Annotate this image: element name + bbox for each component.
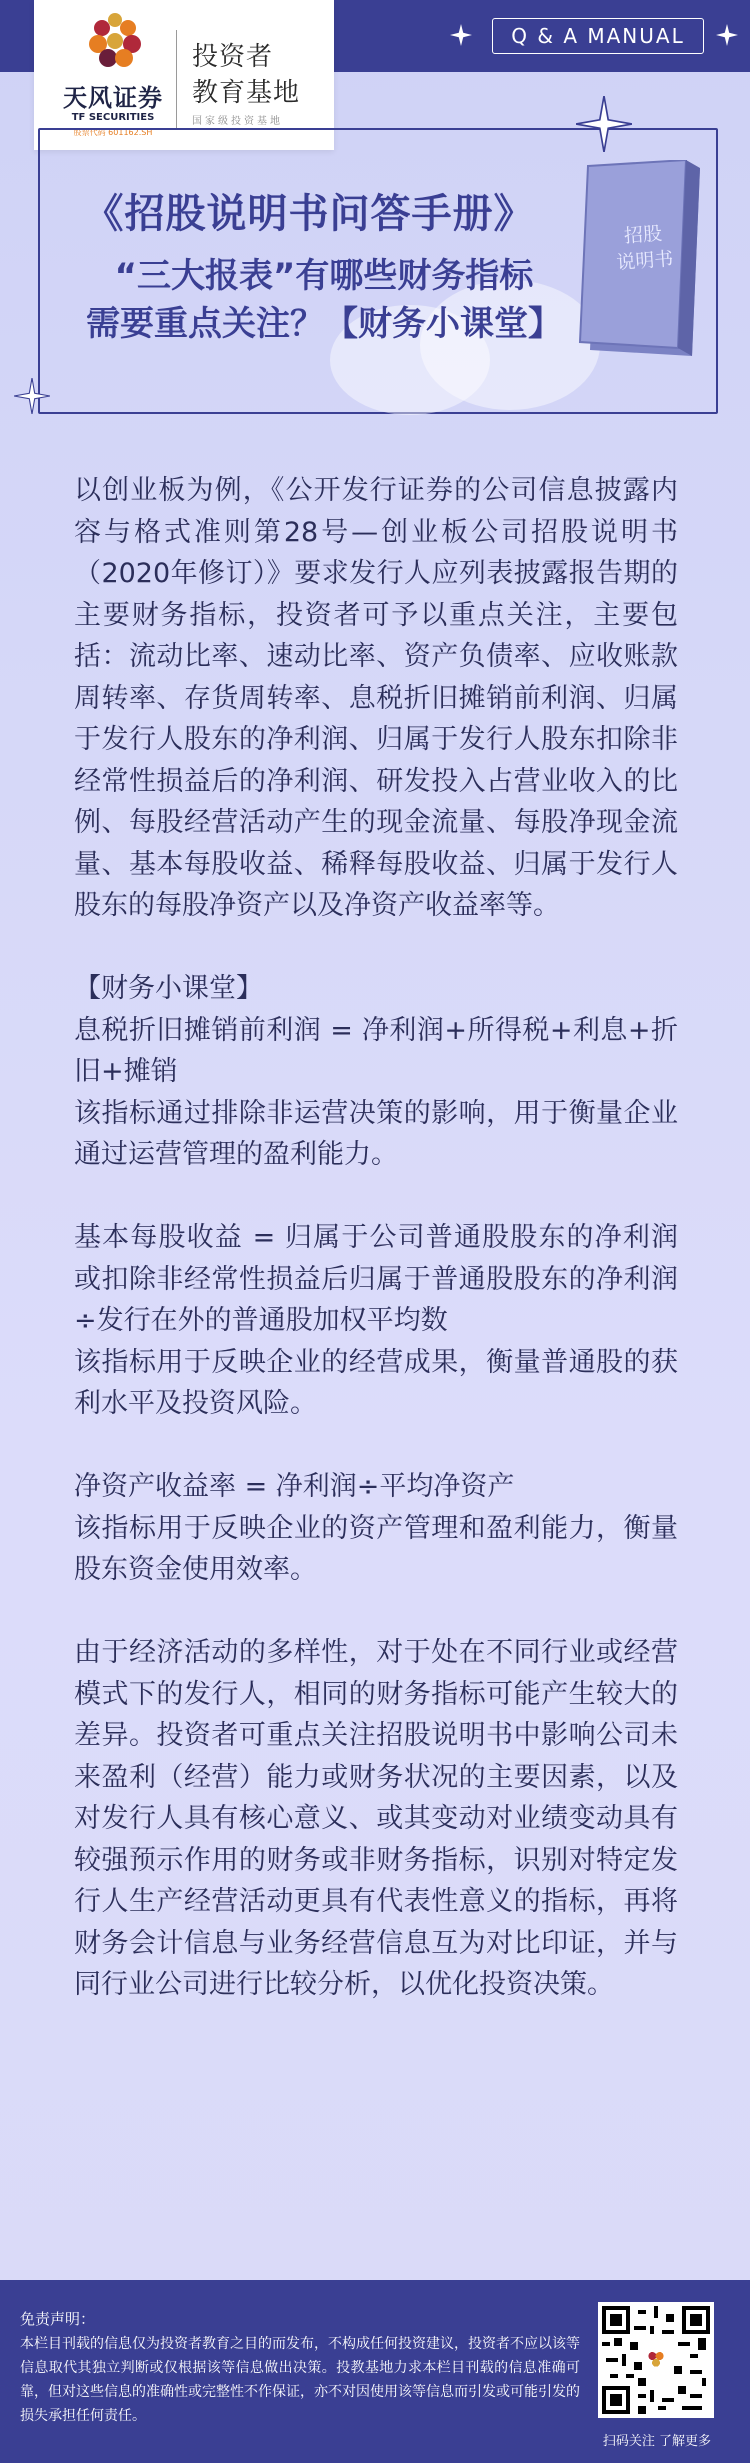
sparkle-icon — [450, 24, 472, 46]
qa-manual-badge: Q & A MANUAL — [492, 18, 704, 54]
page-subtitle-line2: 需要重点关注？【财务小课堂】 — [86, 304, 562, 344]
class-heading: 【财务小课堂】 — [74, 973, 263, 1004]
base-title-line2: 教育基地 — [192, 78, 301, 108]
ebitda-description: 该指标通过排除非运营决策的影响，用于衡量企业通过运营管理的盈利能力。 — [74, 1097, 678, 1170]
page-title: 《招股说明书问答手册》 — [83, 191, 535, 237]
article-body — [74, 470, 678, 2006]
ebitda-formula: 息税折旧摊销前利润 = 净利润+所得税+利息+折旧+摊销 — [74, 1014, 678, 1087]
roe-description: 该指标用于反映企业的资产管理和盈利能力，衡量股东资金使用效率。 — [74, 1512, 678, 1585]
intro-paragraph: 以创业板为例，《公开发行证券的公司信息披露内容与格式准则第28号—创业板公司招股说明书（2020年修订）》要求发行人应列表披露报告期的主要财务指标，投资者可予以重点关注，主要包括：流动比率、速动比率、资产负债率、应收账款周转率、存货周转率、息税折旧摊销前利润、归属于发行人股东的净利润、归属于发行人股东扣除非经常性损益后的净利润、研发投入占营业收入的比例、每股经营活动产生的现金流量、每股净现金流量、基本每股收益、稀释每股收益、归属于发行人股东的每股净资产以及净资产收益率等。 — [74, 475, 678, 921]
sparkle-icon — [716, 24, 738, 46]
base-subtitle: 国家级投资基地 — [192, 116, 283, 127]
stock-code: 股票代码 601162.SH — [73, 128, 153, 137]
disclaimer-title: 免责声明： — [20, 2310, 96, 2328]
book-label-line2: 说明书 — [615, 248, 675, 274]
qr-code-icon[interactable] — [598, 2302, 714, 2418]
disclaimer-text: 本栏目刊载的信息仅为投资者教育之目的而发布，不构成任何投资建议，投资者不应以该等信息取代其独立判断或仅根据该等信息做出决策。投教基地力求本栏目刊载的信息准确可靠，但对这些信息的准确性或完整性不作保证，亦不对因使用该等信息而引发或可能引发的损失承担任何责任。 — [20, 2336, 580, 2424]
conclusion-paragraph: 由于经济活动的多样性，对于处在不同行业或经营模式下的发行人，相同的财务指标可能产生较大的差异。投资者可重点关注招股说明书中影响公司未来盈利（经营）能力或财务状况的主要因素，以及对发行人具有核心意义、或其变动对业绩变动具有较强预示作用的财务或非财务指标，识别对特定发行人生产经营活动更具有代表性意义的指标，再将财务会计信息与业务经营信息互为对比印证，并与同行业公司进行比较分析，以优化投资决策。 — [74, 1637, 678, 2000]
brand-name-cn: 天风证券 — [63, 84, 163, 112]
logo-divider — [176, 30, 177, 130]
page-subtitle-line1: “三大报表”有哪些财务指标 — [114, 256, 534, 296]
prospectus-book-icon — [574, 160, 704, 360]
roe-formula: 净资产收益率 = 净利润÷平均净资产 — [74, 1471, 515, 1502]
base-title-line1: 投资者 — [192, 42, 274, 72]
qr-caption: 扫码关注 了解更多 — [602, 2434, 712, 2449]
eps-formula: 基本每股收益 = 归属于公司普通股股东的净利润或扣除非经常性损益后归属于普通股股东的净利润÷发行在外的普通股加权平均数 — [74, 1222, 678, 1336]
sparkle-icon — [14, 378, 50, 414]
footer — [0, 2280, 750, 2463]
sparkle-icon — [576, 96, 632, 152]
tf-flower-logo-icon — [80, 10, 150, 72]
brand-name-en: TF SECURITIES — [71, 112, 155, 123]
book-label-line1: 招股 — [623, 222, 663, 248]
eps-description: 该指标用于反映企业的经营成果，衡量普通股的获利水平及投资风险。 — [74, 1346, 678, 1419]
